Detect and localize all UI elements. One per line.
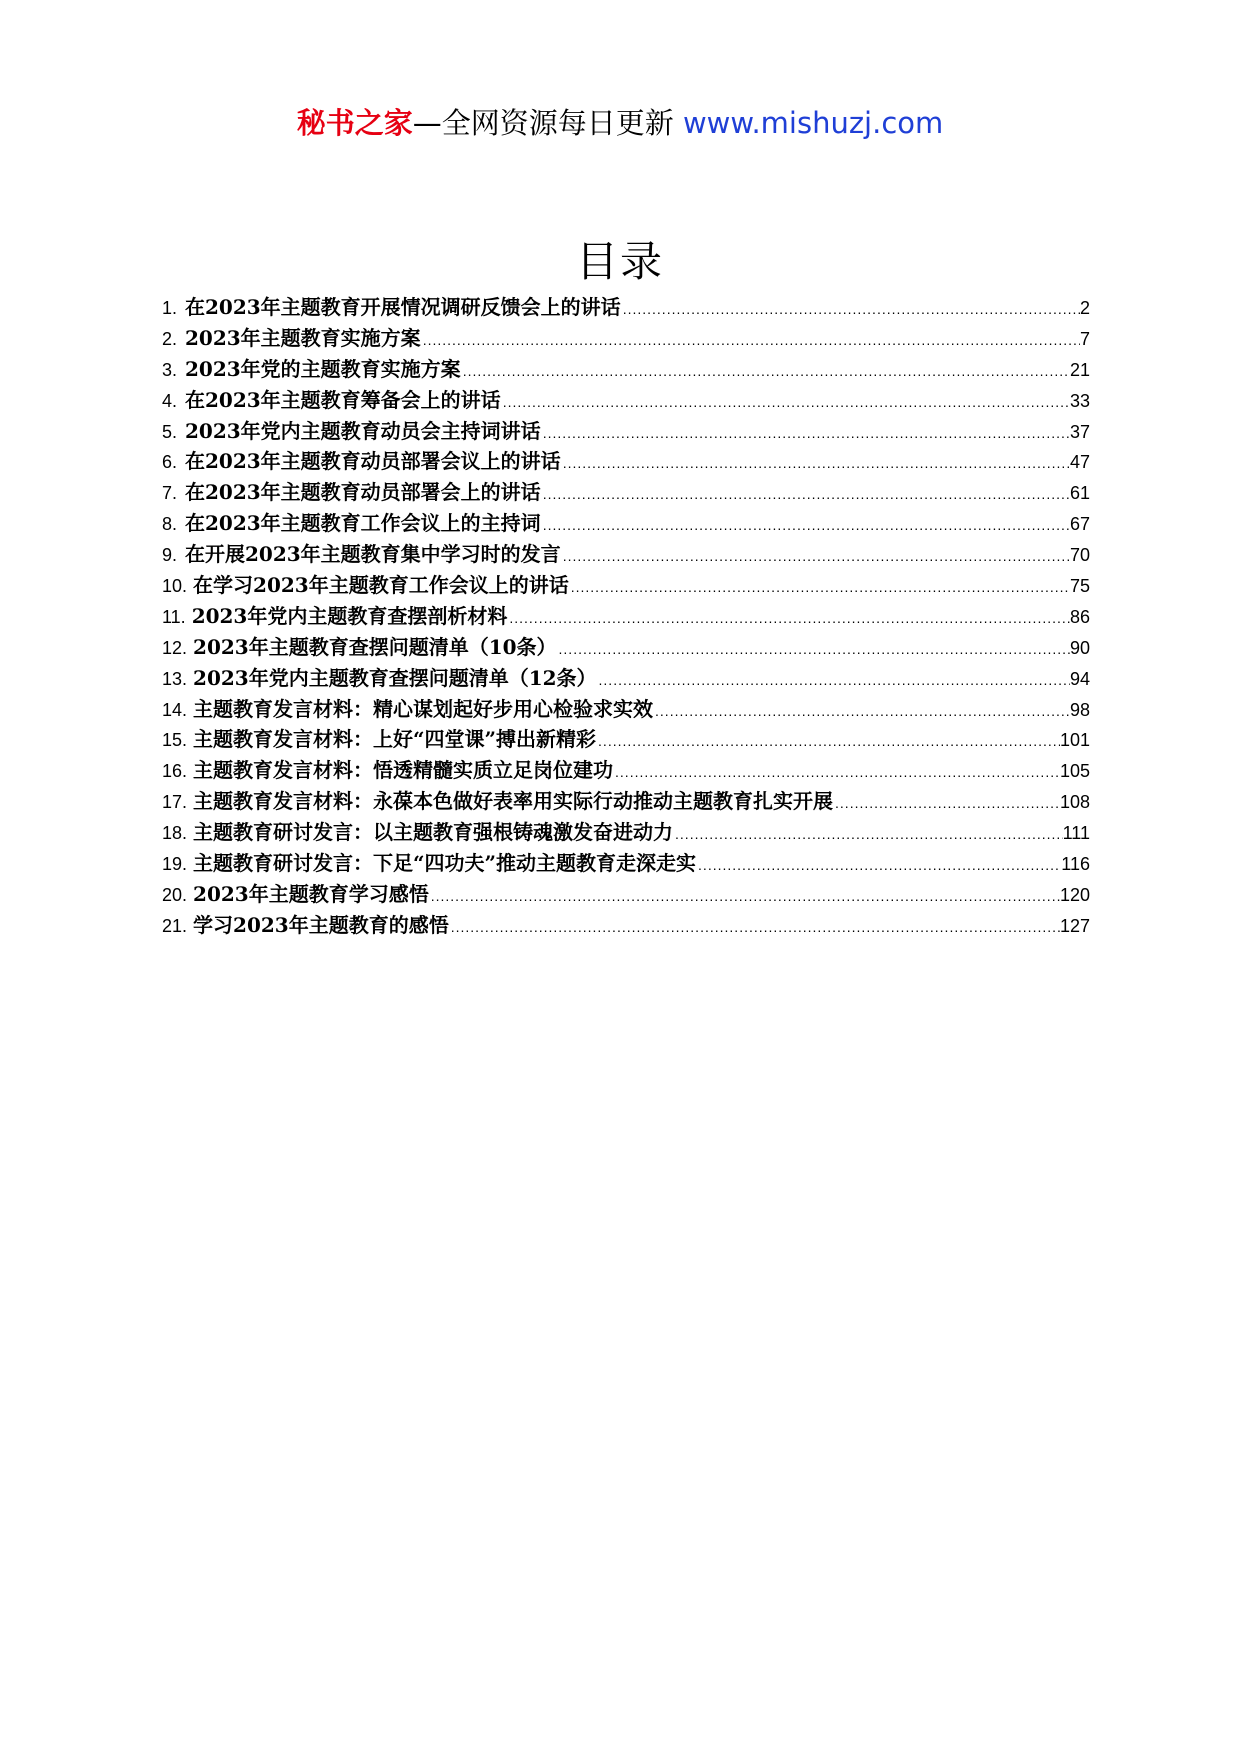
toc-entry-page-number: 98 [1069, 699, 1090, 720]
toc-entry-number: 16. [162, 761, 188, 782]
toc-entry-title: 在2023年主题教育筹备会上的讲话 [185, 387, 501, 412]
toc-entry-title: 主题教育研讨发言：以主题教育强根铸魂激发奋进动力 [193, 820, 674, 845]
toc-entry-number: 1. [162, 298, 178, 318]
toc-dot-leader [561, 541, 1070, 572]
toc-entry-number: 14. [162, 699, 188, 720]
toc-entry-page-number: 2 [1079, 298, 1090, 318]
toc-entry-number: 9. [162, 545, 178, 566]
toc-entry-page-number: 70 [1069, 545, 1090, 566]
toc-entry-17[interactable] [162, 786, 1090, 817]
toc-entry-title: 2023年主题教育实施方案 [185, 325, 421, 350]
toc-dot-leader [421, 325, 1080, 356]
toc-dot-leader [449, 912, 1060, 943]
toc-entry-10[interactable] [162, 570, 1090, 601]
toc-entry-number: 19. [162, 854, 188, 875]
toc-entry-title: 2023年党内主题教育查摆问题清单（12条） [193, 665, 597, 690]
toc-entry-5[interactable] [162, 416, 1090, 447]
toc-entry-6[interactable] [162, 446, 1090, 477]
toc-dot-leader [569, 572, 1070, 603]
toc-entry-number: 7. [162, 483, 178, 504]
toc-entry-number: 21. [162, 915, 188, 936]
toc-entry-title: 2023年党内主题教育动员会主持词讲话 [185, 418, 541, 443]
toc-entry-page-number: 90 [1069, 637, 1090, 658]
toc-entry-title: 主题教育发言材料：精心谋划起好步用心检验求实效 [193, 696, 654, 721]
site-header [0, 103, 1240, 143]
toc-entry-14[interactable] [162, 694, 1090, 725]
toc-entry-number: 11. [162, 606, 186, 627]
toc-entry-page-number: 94 [1069, 668, 1090, 689]
site-url-link[interactable]: www.mishuzj.com [682, 106, 944, 140]
toc-entry-title: 2023年党内主题教育查摆剖析材料 [191, 603, 508, 628]
brand-name: 秘书之家 [296, 106, 413, 140]
toc-dot-leader [507, 603, 1070, 634]
toc-dot-leader [696, 850, 1061, 881]
toc-entry-title: 主题教育发言材料：永葆本色做好表率用实际行动推动主题教育扎实开展 [193, 789, 834, 814]
toc-entry-3[interactable] [162, 354, 1090, 385]
toc-entry-page-number: 61 [1069, 483, 1090, 504]
toc-entry-18[interactable] [162, 817, 1090, 848]
toc-entry-page-number: 101 [1059, 730, 1090, 751]
toc-title: 目录 [575, 237, 664, 286]
toc-entry-title: 主题教育发言材料：悟透精髓实质立足岗位建功 [193, 758, 614, 783]
toc-dot-leader [429, 881, 1060, 912]
toc-entry-page-number: 116 [1061, 854, 1090, 875]
toc-entry-page-number: 75 [1069, 576, 1090, 597]
toc-entry-title: 2023年主题教育学习感悟 [193, 881, 429, 906]
toc-dot-leader [501, 387, 1070, 418]
toc-entry-title: 在学习2023年主题教育工作会议上的讲话 [193, 573, 569, 598]
toc-dot-leader [621, 294, 1080, 325]
toc-entry-number: 17. [162, 792, 188, 813]
toc-entry-21[interactable] [162, 910, 1090, 941]
toc-entry-11[interactable] [162, 601, 1090, 632]
toc-entry-title: 在2023年主题教育开展情况调研反馈会上的讲话 [185, 295, 621, 319]
toc-entry-number: 13. [162, 668, 188, 689]
table-of-contents [162, 292, 1090, 941]
toc-entry-page-number: 7 [1079, 328, 1090, 349]
toc-entry-page-number: 120 [1059, 884, 1090, 905]
toc-dot-leader [613, 757, 1060, 788]
toc-dot-leader [561, 448, 1070, 479]
toc-entry-number: 15. [162, 730, 188, 751]
toc-entry-page-number: 33 [1069, 390, 1090, 411]
toc-entry-number: 2. [162, 328, 178, 349]
toc-entry-page-number: 21 [1069, 359, 1090, 380]
toc-entry-15[interactable] [162, 724, 1090, 755]
toc-entry-20[interactable] [162, 879, 1090, 910]
toc-entry-number: 10. [162, 576, 188, 597]
toc-entry-page-number: 86 [1069, 606, 1090, 627]
toc-dot-leader [541, 510, 1070, 541]
toc-entry-title: 2023年党的主题教育实施方案 [185, 356, 461, 381]
toc-entry-9[interactable] [162, 539, 1090, 570]
toc-entry-number: 3. [162, 359, 178, 380]
header-slogan: —全网资源每日更新 [412, 106, 683, 140]
toc-entry-4[interactable] [162, 385, 1090, 416]
toc-entry-number: 18. [162, 823, 188, 844]
toc-entry-title: 主题教育研讨发言：下足“四功夫”推动主题教育走深走实 [193, 851, 697, 876]
toc-entry-19[interactable] [162, 848, 1090, 879]
toc-entry-page-number: 67 [1069, 514, 1090, 535]
toc-entry-title: 在2023年主题教育工作会议上的主持词 [185, 511, 541, 536]
toc-entry-number: 8. [162, 514, 178, 535]
toc-entry-12[interactable] [162, 632, 1090, 663]
toc-entry-number: 4. [162, 390, 178, 411]
toc-entry-16[interactable] [162, 755, 1090, 786]
toc-entry-page-number: 37 [1069, 421, 1090, 442]
toc-dot-leader [557, 634, 1070, 665]
toc-entry-number: 20. [162, 884, 188, 905]
toc-entry-page-number: 47 [1069, 452, 1090, 473]
toc-entry-title: 主题教育发言材料：上好“四堂课”搏出新精彩 [193, 727, 597, 752]
toc-dot-leader [653, 696, 1070, 727]
toc-entry-title: 在开展2023年主题教育集中学习时的发言 [185, 542, 561, 567]
toc-entry-page-number: 105 [1059, 761, 1090, 782]
toc-dot-leader [597, 665, 1070, 696]
toc-dot-leader [833, 788, 1060, 819]
toc-dot-leader [673, 819, 1063, 850]
toc-entry-title: 2023年主题教育查摆问题清单（10条） [193, 634, 557, 659]
toc-dot-leader [541, 479, 1070, 510]
toc-entry-number: 12. [162, 637, 188, 658]
toc-entry-7[interactable] [162, 477, 1090, 508]
toc-entry-title: 学习2023年主题教育的感悟 [193, 912, 449, 937]
toc-entry-8[interactable] [162, 508, 1090, 539]
toc-entry-1[interactable] [162, 292, 1090, 323]
toc-entry-2[interactable] [162, 323, 1090, 354]
toc-entry-number: 6. [162, 452, 178, 473]
toc-entry-page-number: 108 [1059, 792, 1090, 813]
toc-dot-leader [461, 356, 1070, 387]
toc-entry-title: 在2023年主题教育动员部署会上的讲话 [185, 480, 541, 505]
toc-dot-leader [596, 726, 1060, 757]
toc-entry-page-number: 111 [1062, 823, 1090, 844]
toc-entry-page-number: 127 [1059, 915, 1090, 936]
toc-entry-13[interactable] [162, 663, 1090, 694]
toc-entry-title: 在2023年主题教育动员部署会议上的讲话 [185, 449, 561, 474]
toc-entry-number: 5. [162, 421, 178, 442]
toc-dot-leader [541, 418, 1070, 449]
